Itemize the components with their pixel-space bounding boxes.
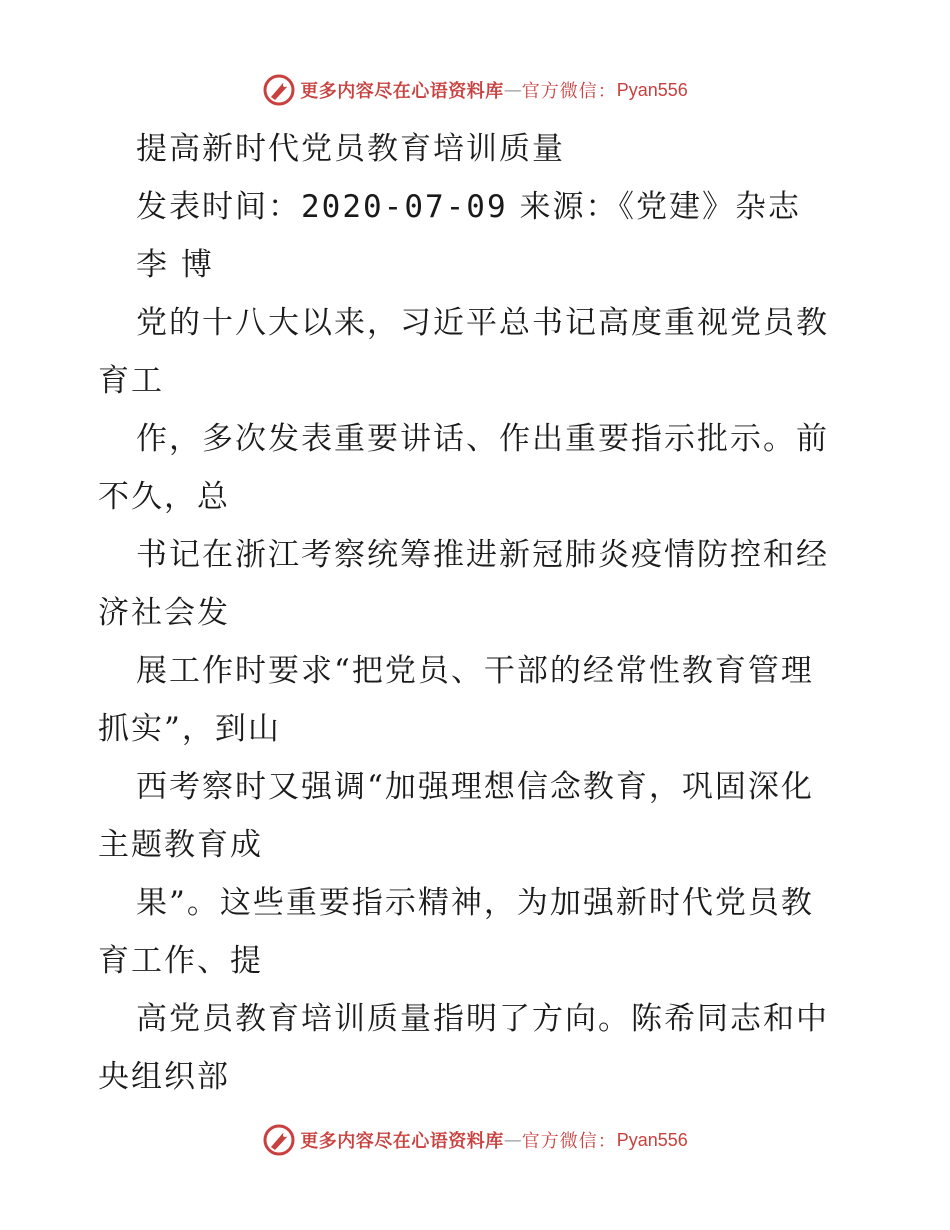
pen-nib-logo-icon	[262, 73, 296, 107]
watermark-wechat-label: 官方微信：	[521, 81, 617, 102]
watermark-wechat-label: 官方微信：	[521, 1131, 617, 1152]
paragraph-line-wrap: 抓实”，到山	[98, 711, 281, 747]
pen-nib-logo-icon	[262, 1123, 296, 1157]
document-meta	[98, 178, 858, 236]
watermark-separator: —	[503, 79, 522, 101]
paragraph-line-wrap: 不久，总	[98, 479, 230, 515]
paragraph-line: 果”。这些重要指示精神，为加强新时代党员教	[136, 885, 814, 921]
paragraph-line-wrap: 央组织部	[98, 1059, 230, 1095]
footer-watermark	[0, 1120, 950, 1160]
meta-source: 来源：《党建》杂志	[507, 189, 801, 225]
watermark-separator: —	[503, 1129, 522, 1151]
paragraph-line: 高党员教育培训质量指明了方向。陈希同志和中	[136, 1001, 829, 1037]
document-body	[98, 120, 858, 1106]
meta-prefix: 发表时间：	[136, 189, 301, 225]
header-watermark	[0, 70, 950, 110]
watermark-brand: 更多内容尽在心语资料库	[300, 81, 504, 102]
paragraph-line-wrap: 济社会发	[98, 595, 230, 631]
paragraph-line-wrap: 育工作、提	[98, 943, 263, 979]
meta-date: 2020-07-09	[301, 189, 508, 225]
watermark-wechat-id: Pyan556	[616, 79, 688, 100]
watermark-wechat-id: Pyan556	[616, 1129, 688, 1150]
paragraph-line: 党的十八大以来，习近平总书记高度重视党员教	[136, 305, 829, 341]
paragraph-line-wrap: 主题教育成	[98, 827, 263, 863]
paragraph-line: 作，多次发表重要讲话、作出重要指示批示。前	[136, 421, 829, 457]
document-title: 提高新时代党员教育培训质量	[136, 131, 565, 167]
paragraph-line: 展工作时要求“把党员、干部的经常性教育管理	[136, 653, 814, 689]
document-author: 李 博	[136, 247, 214, 283]
paragraph-line: 西考察时又强调“加强理想信念教育，巩固深化	[136, 769, 814, 805]
watermark-brand: 更多内容尽在心语资料库	[300, 1131, 504, 1152]
paragraph-line-wrap: 育工	[98, 363, 164, 399]
paragraph-line: 书记在浙江考察统筹推进新冠肺炎疫情防控和经	[136, 537, 829, 573]
